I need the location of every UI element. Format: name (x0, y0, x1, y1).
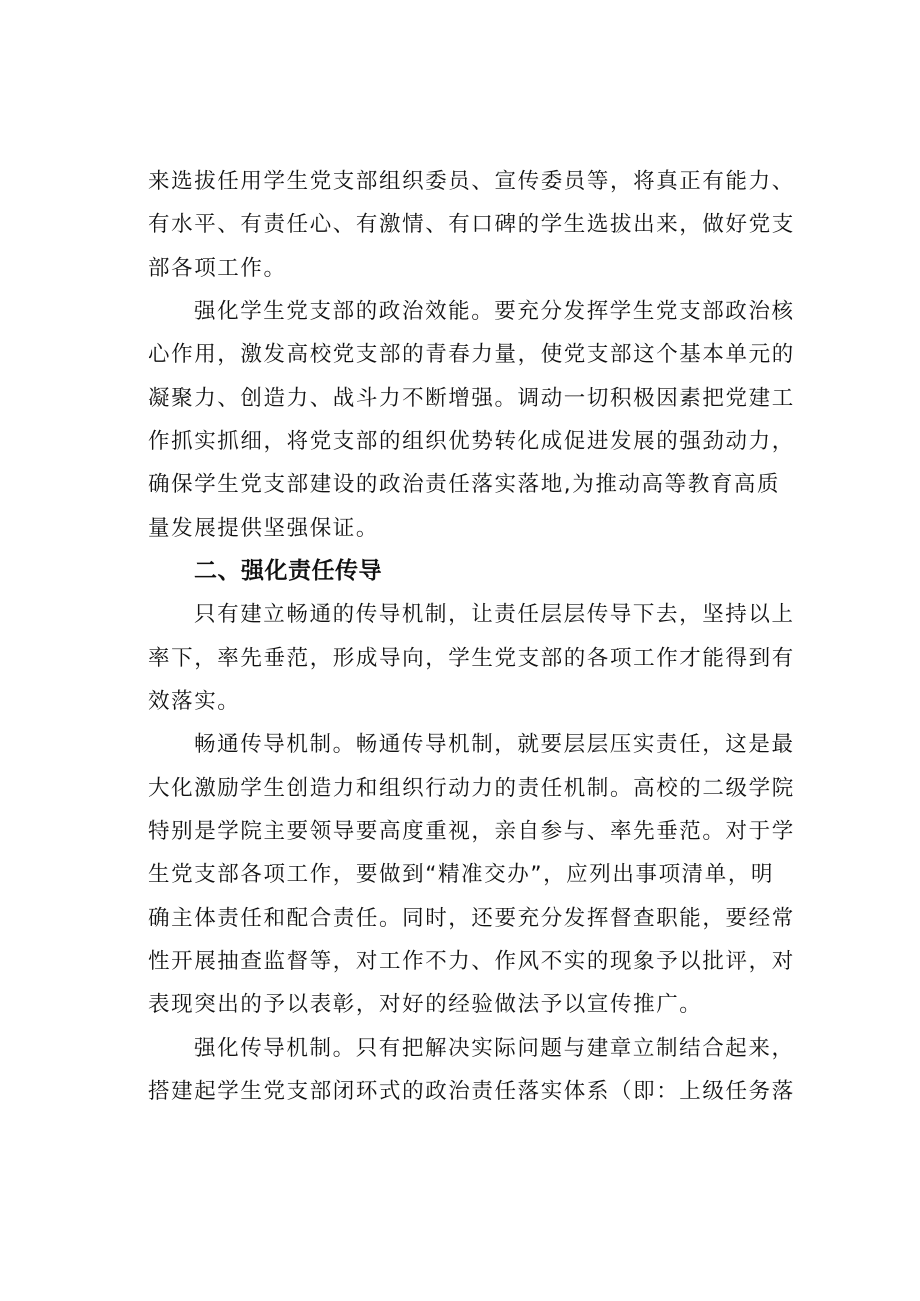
text-line: 畅通传导机制。畅通传导机制，就要层层压实责任，这是最 (194, 732, 795, 758)
text-line: 心作用，激发高校党支部的青春力量，使党支部这个基本单元的 (148, 342, 795, 368)
text-line: 搭建起学生党支部闭环式的政治责任落实体系（即：上级任务落 (148, 1078, 795, 1104)
text-line: 生党支部各项工作，要做到“精准交办”，应列出事项清单，明 (148, 862, 775, 888)
document-body (148, 160, 808, 1113)
text-line: 性开展抽查监督等，对工作不力、作风不实的现象予以批评，对 (148, 948, 795, 974)
text-line: 作抓实抓细，将党支部的组织优势转化成促进发展的强劲动力， (148, 428, 795, 454)
text-line: 只有建立畅通的传导机制，让责任层层传导下去，坚持以上 (194, 602, 795, 628)
paragraph (148, 593, 808, 723)
text-line: 特别是学院主要领导要高度重视，亲自参与、率先垂范。对于学 (148, 818, 795, 844)
text-line: 量发展提供坚强保证。 (148, 515, 380, 541)
text-line: 确主体责任和配合责任。同时，还要充分发挥督查职能，要经常 (148, 905, 795, 931)
text-line: 效落实。 (148, 688, 241, 714)
text-line: 大化激励学生创造力和组织行动力的责任机制。高校的二级学院 (148, 775, 795, 801)
text-line: 确保学生党支部建设的政治责任落实落地,为推动高等教育高质 (148, 472, 781, 498)
text-line: 率下，率先垂范，形成导向，学生党支部的各项工作才能得到有 (148, 645, 795, 671)
text-line: 来选拔任用学生党支部组织委员、宣传委员等，将真正有能力、 (148, 169, 795, 194)
text-line: 强化传导机制。只有把解决实际问题与建章立制结合起来， (194, 1035, 795, 1061)
paragraph (148, 290, 808, 550)
paragraph (148, 160, 808, 290)
paragraph (148, 723, 808, 1026)
text-line: 表现突出的予以表彰，对好的经验做法予以宣传推广。 (148, 992, 703, 1018)
text-line: 部各项工作。 (148, 255, 287, 281)
text-line: 凝聚力、创造力、战斗力不断增强。调动一切积极因素把党建工 (148, 385, 795, 411)
text-line: 有水平、有责任心、有激情、有口碑的学生选拔出来，做好党支 (148, 212, 795, 238)
section-heading (148, 550, 808, 593)
text-line: 强化学生党支部的政治效能。要充分发挥学生党支部政治核 (194, 298, 795, 324)
paragraph (148, 1027, 808, 1114)
text-line: 二、强化责任传导 (194, 557, 382, 584)
